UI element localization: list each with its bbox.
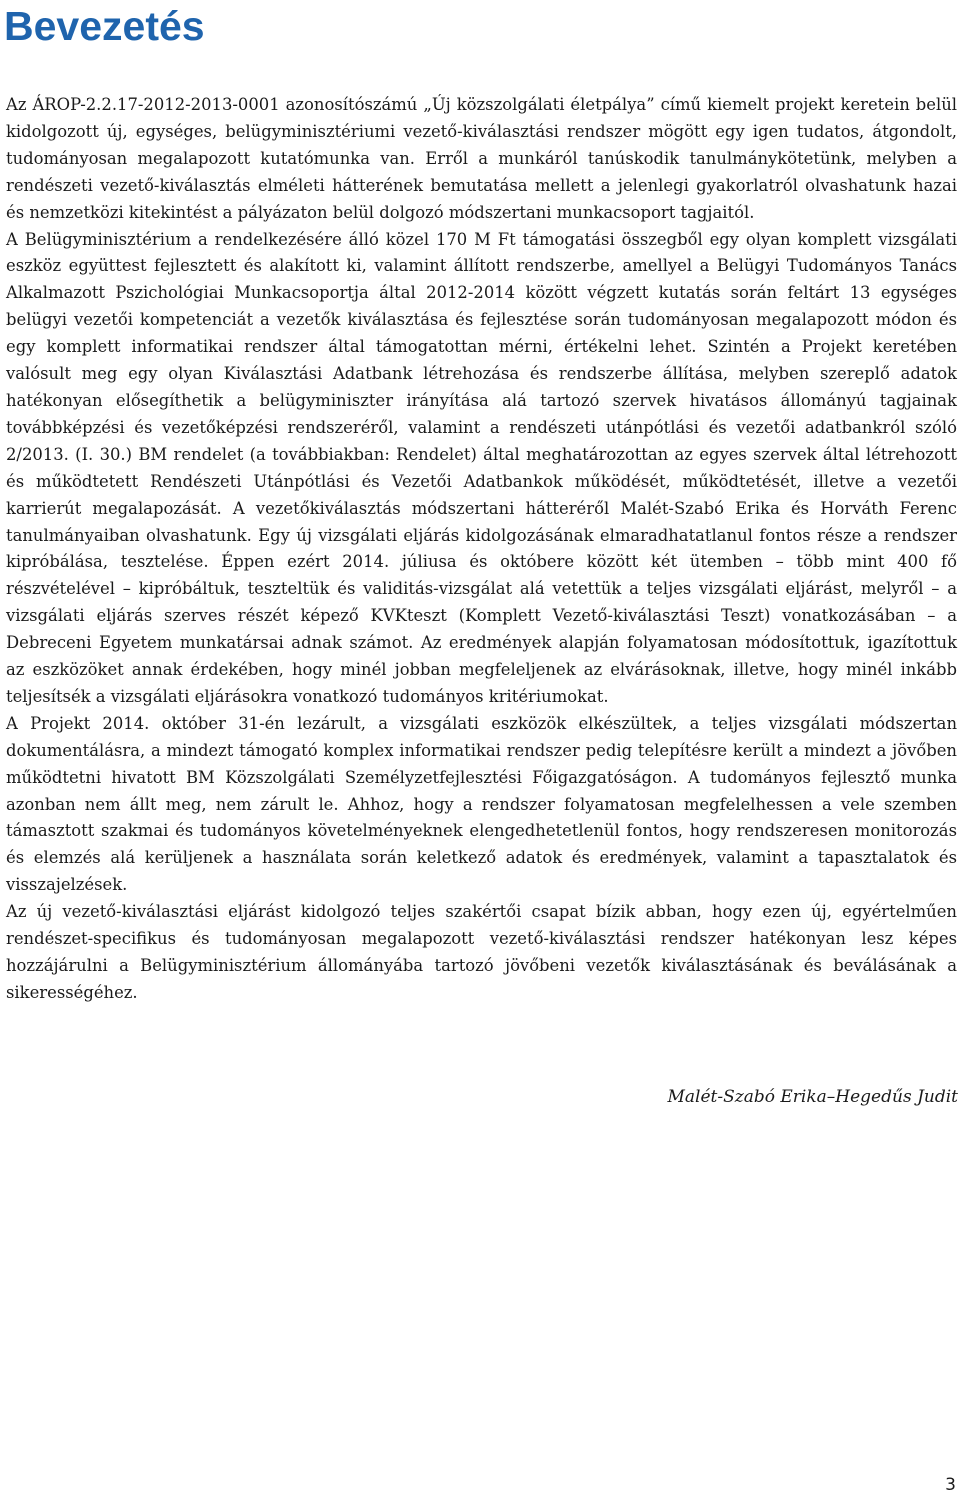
page-number: 3 <box>945 1475 956 1495</box>
paragraph-4: Az új vezető-kiválasztási eljárást kidolgozó teljes szakértői csapat bízik abban, hogy ezen új, egyértelműen rendészet-specifikus és tudományosan megalapozott vezető-kiválasztási rendszer hatékonyan lesz képes hozzájárulni a Belügyminisztérium állományába tartozó jövőbeni vezetők kiválasztásának és beválásának a sikerességéhez. <box>6 902 957 1002</box>
paragraph-2: A Belügyminisztérium a rendelkezésére álló közel 170 M Ft támogatási összegből egy olyan komplett vizsgálati eszköz együttest fejlesztett és alakított ki, valamint állított rendszerbe, amellyel a Belügyi Tudományos Tanács Alkalmazott Pszichológiai Munkacsoportja által 2012-2014 között végzett kutatás során feltárt 13 egységes belügyi vezetői kompetenciát a vezetők kiválasztása és fejlesztése során tudományosan megalapozott módon és egy komplett informatikai rendszer által támogatottan mérni, értékelni lehet. Szintén a Projekt keretében valósult meg egy olyan Kiválasztási Adatbank létrehozása és rendszerbe állítása, melyben szereplő adatok hatékonyan elősegíthetik a belügyminiszter irányítása alá tartozó szervek hivatásos állományú tagjainak továbbképzési és vezetőképzési rendszeréről, valamint a rendészeti utánpótlási és vezetői adatbankról szóló 2/2013. (I. 30.) BM rendelet (a továbbiakban: Rendelet) által meghatározottan az egyes szervek által létrehozott és működtetett Rendészeti Utánpótlási és Vezetői Adatbankok működését, működtetését, illetve a vezetői karrierút megalapozását. A vezetőkiválasztás módszertani hátteréről Malét-Szabó Erika és Horváth Ferenc tanulmányaiban olvashatunk. Egy új vizsgálati eljárás kidolgozásának elmaradhatatlanul fontos része a rendszer kipróbálása, tesztelése. Éppen ezért 2014. júliusa és októbere között két ütemben – több mint 400 fő részvételével – kipróbáltuk, teszteltük és validitás-vizsgálat alá vetettük a teljes vizsgálati eljárást, melyről – a vizsgálati eljárás szerves részét képező KVKteszt (Komplett Vezető-kiválasztási Teszt) vonatkozásában – a Debreceni Egyetem munkatársai adnak számot. Az eredmények alapján folyamatosan módosítottuk, igazítottuk az eszközöket annak érdekében, hogy minél jobban megfeleljenek az elvárásoknak, illetve, hogy minél inkább teljesítsék a vizsgálati eljárásokra vonatkozó tudományos kritériumokat. <box>6 229 957 706</box>
paragraph-1: Az ÁROP-2.2.17-2012-2013-0001 azonosítószámú „Új közszolgálati életpálya” című kiemelt projekt keretein belül kidolgozott új, egységes, belügyminisztériumi vezető-kiválasztási rendszer mögött egy igen tudatos, átgondolt, tudományosan megalapozott kutatómunka van. Erről a munkáról tanúskodik tanulmánykötetünk, melyben a rendészeti vezető-kiválasztás elméleti hátterének bemutatása mellett a jelenlegi gyakorlatról olvashatunk hazai és nemzetközi kitekintést a pályázaton belül dolgozó módszertani munkacsoport tagjaitól. <box>6 95 957 222</box>
body-text <box>6 92 957 1007</box>
paragraph-3: A Projekt 2014. október 31-én lezárult, a vizsgálati eszközök elkészültek, a teljes vizsgálati módszertan dokumentálásra, a mindezt támogató komplex informatikai rendszer pedig telepítésre került a mindezt a jövőben működtetni hivatott BM Közszolgálati Személyzetfejlesztési Főigazgatóságon. A tudományos fejlesztő munka azonban nem állt meg, nem zárult le. Ahhoz, hogy a rendszer folyamatosan megfelelhessen a vele szemben támasztott szakmai és tudományos követelményeknek elengedhetetlenül fontos, hogy rendszeresen monitorozás és elemzés alá kerüljenek a használata során keletkező adatok és eredmények, valamint a tapasztalatok és visszajelzések. <box>6 713 957 895</box>
page-title: Bevezetés <box>4 3 205 49</box>
author-byline: Malét-Szabó Erika–Hegedűs Judit <box>667 1087 958 1107</box>
